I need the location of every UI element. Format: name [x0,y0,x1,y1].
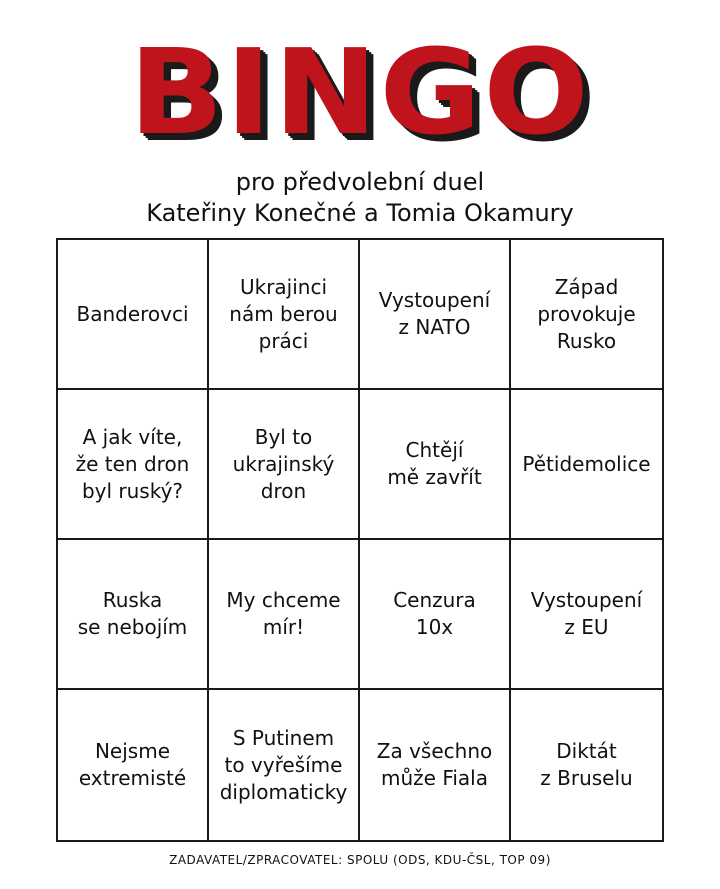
subtitle-line-1: pro předvolební duel [235,168,485,196]
bingo-cell-text: Ukrajinci nám berou práci [229,274,338,353]
bingo-cell [58,540,209,690]
bingo-cell-text: Chtějí mě zavřít [387,438,482,489]
bingo-cell [209,690,360,840]
bingo-grid [56,238,664,842]
bingo-cell [58,240,209,390]
bingo-cell [209,540,360,690]
bingo-cell-text: Vystoupení z EU [530,588,643,639]
bingo-cell [511,240,662,390]
bingo-cell-text: S Putinem to vyřešíme diplomaticky [219,725,348,804]
bingo-cell-text: Vystoupení z NATO [378,288,491,339]
bingo-cell-text: Pětidemolice [522,451,651,476]
bingo-cell [511,690,662,840]
bingo-cell-text: Byl to ukrajinský dron [232,424,335,503]
bingo-cell-text: My chceme mír! [226,588,341,639]
bingo-cell [360,240,511,390]
bingo-cell-text: Nejsme extremisté [78,739,187,790]
bingo-cell [58,690,209,840]
bingo-title: BINGO [129,23,591,161]
footer-credit: ZADAVATEL/ZPRACOVATEL: SPOLU (ODS, KDU-ČSL, TOP 09) [169,853,551,867]
subtitle-line-2: Kateřiny Konečné a Tomia Okamury [146,199,574,227]
bingo-cell [209,240,360,390]
bingo-cell-text: Ruska se nebojím [77,588,188,639]
bingo-cell [209,390,360,540]
bingo-title-area [0,22,720,162]
bingo-cell [511,390,662,540]
bingo-cell [58,390,209,540]
bingo-cell-text: Cenzura 10x [393,588,476,639]
bingo-cell [360,690,511,840]
bingo-cell [360,390,511,540]
bingo-cell-text: Za všechno může Fiala [376,739,493,790]
bingo-cell-text: Banderovci [76,301,189,326]
bingo-cell-text: Diktát z Bruselu [540,739,633,790]
bingo-cell [360,540,511,690]
bingo-cell-text: A jak víte, že ten dron byl ruský? [75,424,190,503]
bingo-cell [511,540,662,690]
bingo-cell-text: Západ provokuje Rusko [537,274,636,353]
